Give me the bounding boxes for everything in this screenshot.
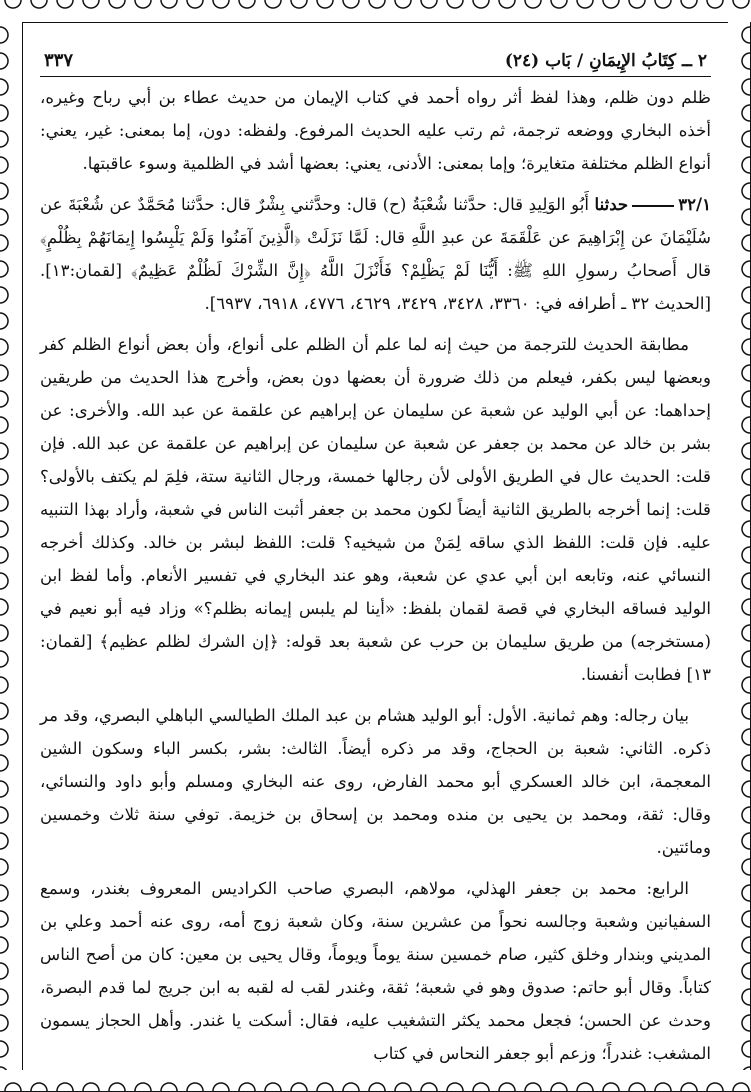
decorative-border-left (0, 22, 23, 1070)
page-content (40, 44, 711, 1062)
commentary-paragraph-1: مطابقة الحديث للترجمة من حيث إنه لما علم أن الظلم على أنواع، وأن بعض أنواع الظلم كفر وبعضها ليس بكفر، فيعلم من ذلك ضرورة أن بعضها دون بعض، وأخرج هذا الحديث من طريقين إحداهما: عن أبي الوليد عن شعبة عن سليمان عن إبراهيم عن علقمة عن عبد الله. والأخرى: عن بشر بن خالد عن محمد بن جعفر عن شعبة عن سليمان عن إبراهيم عن علقمة عن عبد الله. فإن قلت: الحديث عال في الطريق الأولى لأن رجالها خمسة، ورجال الثانية ستة، فلِمَ لم يكتف بالأولى؟ قلت: إنما أخرجه بالطريق الثانية أيضاً لكون محمد بن جعفر أثبت الناس في شعبة، وأراد بهذا التنبيه عليه. فإن قلت: اللفظ الذي ساقه لِمَنْ من شيخيه؟ قلت: اللفظ لبشر بن خالد. وكذلك أخرجه النسائي عنه، وتابعه ابن أبي عدي عن شعبة، وهو عند البخاري في تفسير الأنعام. وأما لفظ ابن الوليد فساقه البخاري في قصة لقمان بلفظ: «أينا لم يلبس إيمانه بظلم؟» وزاد فيه أبو نعيم في (مستخرجه) من طريق سليمان بن حرب عن شعبة بعد قوله: ﴿إن الشرك لظلم عظيم﴾ [لقمان: ١٣] فطابت أنفسنا. (40, 335, 711, 684)
decorative-border-right (728, 22, 751, 1070)
decorative-border-bottom (0, 1069, 751, 1092)
decorative-border-top (0, 0, 751, 23)
hadith-number: ٣٢/١ (678, 194, 711, 214)
page-number: ٣٣٧ (44, 50, 74, 71)
hadith-opening: حدثنا (594, 194, 629, 214)
commentary-paragraph-3: الرابع: محمد بن جعفر الهذلي، مولاهم، البصري صاحب الكراديس المعروف بغندر، وسمع السفيانين وشعبة وجالسه نحواً من عشرين سنة، وكان شعبة زوج أمه، روى عنه أحمد وعلي بن المديني وبندار وخلق كثير، صام خمسين سنة يوماً ويوماً، وقال يحيى بن معين: كان من أصح الناس كتاباً. وقال أبو حاتم: صدوق وهو في شعبة؛ ثقة، وغندر لقب له لقبه به ابن جريج لما قدم البصرة، وحدث عن الحسن؛ فجعل محمد يكثر التشغيب عليه، فقال: أسكت يا غندر. وأهل الحجاز يسمون المشغب: غندراً؛ وزعم أبو جعفر النحاس في كتاب (40, 879, 711, 1063)
intro-paragraph: ظلم دون ظلم، وهذا لفظ أثر رواه أحمد في كتاب الإيمان من حديث عطاء بن أبي رباح وغيره، أخذه البخاري ووضعه ترجمة، ثم رتب عليه الحديث المرفوع. ولفظه: دون، إما بمعنى: غير، يعني: أنواع الظلم مختلفة متغايرة؛ وإما بمعنى: الأدنى، يعني: بعضها أشد في الظلمية وسوء عاقبتها. (40, 88, 711, 173)
commentary-paragraph-2: بيان رجاله: وهم ثمانية. الأول: أبو الوليد هشام بن عبد الملك الطيالسي الباهلي البصري، وقد مر ذكره. الثاني: شعبة بن الحجاج، وقد مر ذكره أيضاً. الثالث: بشر، بكسر الباء وسكون الشين المعجمة، ابن خالد العسكري أبو محمد الفارض، روى عنه البخاري ومسلم وأبو داود والنسائي، وقال: ثقة، ومحمد بن يحيى بن منده ومحمد بن إسحاق بن خزيمة. توفي سنة ثلاث وخمسين ومائتين. (40, 706, 711, 857)
chapter-title: ٢ ــ كِتَابُ الإِيمَانِ / بَاب (٢٤) (504, 51, 707, 71)
hadith-rule (632, 205, 674, 207)
hadith-text: أَبُو الوَلِيدِ قال: حدَّثنا شُعْبَةُ (ح) قال: وحدَّثني بِشْرٌ قال: حدَّثنا مُحَمَّدٌ عن شُعْبَةَ عن سُلَيْمَانَ عن إِبْرَاهِيمَ عن عَلْقَمَةَ عن عبدِ اللَّهِ قال: لَمَّا نَزَلَتْ ﴿الَّذِينَ آمَنُوا وَلَمْ يَلْبِسُوا إِيمَانَهُمْ بِظُلْمٍ﴾ قال أَصحابُ رسولِ اللهِ ﷺ: أَيُّنَا لَمْ يَظْلِمْ؟ فَأَنْزَلَ اللَّهُ ﴿إِنَّ الشِّرْكَ لَظُلْمٌ عَظِيمٌ﴾ [لقمان:١٣]. [الحديث ٣٢ ـ أطرافه في: ٣٣٦٠، ٣٤٢٨، ٣٤٢٩، ٤٦٢٩، ٤٧٧٦، ٦٩١٨، ٦٩٣٧]. (40, 195, 711, 313)
hadith-paragraph (40, 188, 711, 320)
running-header (40, 44, 711, 77)
